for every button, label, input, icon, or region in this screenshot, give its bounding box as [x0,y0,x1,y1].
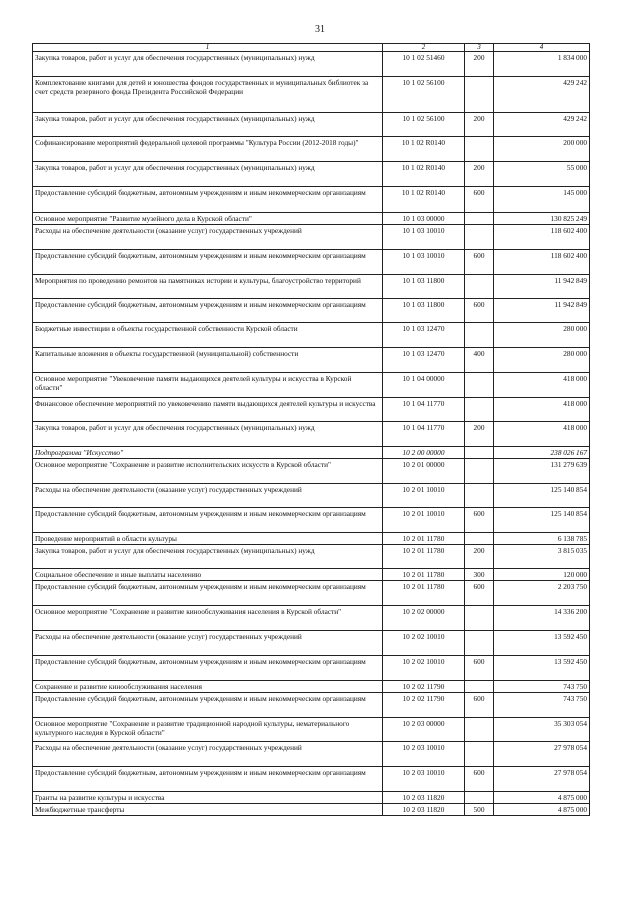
table-row [33,804,590,816]
row-sum: 2 203 750 [494,581,590,606]
row-name: Предоставление субсидий бюджетным, автономным учреждениям и иным некоммерческим организациям [33,508,383,533]
table-row [33,77,590,113]
row-code: 10 2 00 00000 [383,447,465,459]
row-name: Основное мероприятие "Развитие музейного дела в Курской области" [33,213,383,225]
row-expense-type [465,533,494,545]
row-name: Предоставление субсидий бюджетным, автономным учреждениям и иным некоммерческим организациям [33,767,383,792]
row-code: 10 2 02 11790 [383,693,465,718]
row-code: 10 2 02 00000 [383,606,465,631]
row-sum: 418 000 [494,398,590,422]
row-name: Софинансирование мероприятий федеральной целевой программы "Культура России (2012-2018 годы)" [33,137,383,162]
row-name: Предоставление субсидий бюджетным, автономным учреждениям и иным некоммерческим организациям [33,656,383,681]
row-name: Закупка товаров, работ и услуг для обеспечения государственных (муниципальных) нужд [33,52,383,77]
row-sum: 429 242 [494,77,590,113]
row-expense-type [465,373,494,398]
row-code: 10 1 02 56100 [383,77,465,113]
row-sum: 280 000 [494,323,590,348]
row-sum: 11 942 849 [494,275,590,299]
row-sum: 280 000 [494,348,590,373]
table-row [33,348,590,373]
budget-table [32,43,590,816]
row-name: Предоставление субсидий бюджетным, автономным учреждениям и иным некоммерческим организациям [33,250,383,275]
row-name: Финансовое обеспечение мероприятий по увековечению памяти выдающихся деятелей культуры и искусства [33,398,383,422]
row-sum: 35 303 054 [494,718,590,742]
row-code: 10 2 02 10010 [383,656,465,681]
row-sum: 11 942 849 [494,299,590,323]
row-name: Закупка товаров, работ и услуг для обеспечения государственных (муниципальных) нужд [33,162,383,187]
row-code: 10 1 03 11800 [383,275,465,299]
row-expense-type [465,137,494,162]
row-code: 10 1 02 R0140 [383,137,465,162]
table-row [33,459,590,484]
table-row [33,742,590,767]
row-code: 10 1 02 56100 [383,113,465,137]
row-code: 10 2 03 00000 [383,718,465,742]
row-expense-type: 600 [465,693,494,718]
row-sum: 418 000 [494,422,590,447]
row-sum: 145 000 [494,187,590,213]
row-sum: 1 834 000 [494,52,590,77]
row-sum: 120 000 [494,569,590,581]
row-expense-type: 600 [465,656,494,681]
page-number: 31 [315,24,325,35]
table-header-row [33,44,590,52]
table-row [33,299,590,323]
row-expense-type: 600 [465,187,494,213]
row-code: 10 2 01 11780 [383,581,465,606]
row-name: Закупка товаров, работ и услуг для обеспечения государственных (муниципальных) нужд [33,422,383,447]
row-sum: 4 875 000 [494,804,590,816]
row-expense-type [465,459,494,484]
row-sum: 418 000 [494,373,590,398]
row-expense-type [465,606,494,631]
row-expense-type [465,484,494,508]
row-code: 10 2 03 11820 [383,804,465,816]
row-sum: 14 336 200 [494,606,590,631]
row-code: 10 2 01 11780 [383,545,465,569]
header-name: 1 [33,44,383,52]
table-row [33,187,590,213]
row-sum: 743 750 [494,693,590,718]
row-name: Расходы на обеспечение деятельности (оказание услуг) государственных учреждений [33,484,383,508]
table-row [33,52,590,77]
row-name: Расходы на обеспечение деятельности (оказание услуг) государственных учреждений [33,225,383,250]
row-name: Гранты на развитие культуры и искусства [33,792,383,804]
table-row [33,213,590,225]
row-sum: 429 242 [494,113,590,137]
row-expense-type: 200 [465,422,494,447]
row-name: Основное мероприятие "Сохранение и развитие традиционной народной культуры, нематериального культурного наследия в Курской области" [33,718,383,742]
row-expense-type: 200 [465,162,494,187]
table-row [33,533,590,545]
row-name: Закупка товаров, работ и услуг для обеспечения государственных (муниципальных) нужд [33,545,383,569]
row-sum: 743 750 [494,681,590,693]
row-expense-type: 200 [465,113,494,137]
row-sum: 238 026 167 [494,447,590,459]
row-name: Расходы на обеспечение деятельности (оказание услуг) государственных учреждений [33,631,383,656]
table-row [33,398,590,422]
row-code: 10 1 04 11770 [383,422,465,447]
table-row [33,681,590,693]
row-expense-type [465,792,494,804]
row-expense-type [465,77,494,113]
table-row [33,606,590,631]
table-row [33,693,590,718]
row-expense-type: 200 [465,545,494,569]
row-name: Проведение мероприятий в области культуры [33,533,383,545]
row-sum: 131 279 639 [494,459,590,484]
row-name: Предоставление субсидий бюджетным, автономным учреждениям и иным некоммерческим организациям [33,581,383,606]
table-row [33,569,590,581]
table-row [33,225,590,250]
table-row [33,113,590,137]
row-expense-type [465,213,494,225]
row-name: Мероприятия по проведению ремонтов на памятниках истории и культуры, благоустройство территорий [33,275,383,299]
row-name: Основное мероприятие "Сохранение и развитие кинообслуживания населения в Курской области" [33,606,383,631]
row-code: 10 2 03 10010 [383,767,465,792]
row-code: 10 1 03 10010 [383,225,465,250]
row-code: 10 1 02 R0140 [383,162,465,187]
row-name: Закупка товаров, работ и услуг для обеспечения государственных (муниципальных) нужд [33,113,383,137]
row-name: Основное мероприятие "Увековечение памяти выдающихся деятелей культуры и искусства в Курской области" [33,373,383,398]
row-expense-type: 600 [465,299,494,323]
row-expense-type [465,275,494,299]
row-code: 10 1 04 00000 [383,373,465,398]
row-sum: 55 000 [494,162,590,187]
header-code: 2 [383,44,465,52]
row-expense-type [465,718,494,742]
row-expense-type [465,323,494,348]
row-expense-type [465,225,494,250]
row-expense-type [465,398,494,422]
row-sum: 13 592 450 [494,631,590,656]
row-sum: 118 602 400 [494,250,590,275]
row-name: Комплектование книгами для детей и юношества фондов государственных и муниципальных библиотек за счет средств резервного фонда Президента Российской Федерации [33,77,383,113]
table-row [33,581,590,606]
row-expense-type [465,681,494,693]
row-name: Сохранение и развитие кинообслуживания населения [33,681,383,693]
row-code: 10 1 03 12470 [383,323,465,348]
row-sum: 6 138 785 [494,533,590,545]
row-name: Подпрограмма "Искусство" [33,447,383,459]
row-code: 10 1 02 51460 [383,52,465,77]
table-row [33,631,590,656]
row-expense-type: 400 [465,348,494,373]
row-sum: 200 000 [494,137,590,162]
row-sum: 3 815 035 [494,545,590,569]
row-code: 10 1 04 11770 [383,398,465,422]
row-code: 10 2 03 10010 [383,742,465,767]
row-name: Основное мероприятие "Сохранение и развитие исполнительских искусств в Курской области" [33,459,383,484]
row-code: 10 1 03 12470 [383,348,465,373]
row-name: Предоставление субсидий бюджетным, автономным учреждениям и иным некоммерческим организациям [33,693,383,718]
row-code: 10 2 01 00000 [383,459,465,484]
table-row [33,767,590,792]
row-code: 10 1 03 00000 [383,213,465,225]
row-name: Предоставление субсидий бюджетным, автономным учреждениям и иным некоммерческим организациям [33,187,383,213]
row-sum: 27 978 054 [494,767,590,792]
table-row [33,656,590,681]
table-row [33,422,590,447]
table-row [33,447,590,459]
row-expense-type: 500 [465,804,494,816]
row-expense-type: 600 [465,767,494,792]
row-name: Предоставление субсидий бюджетным, автономным учреждениям и иным некоммерческим организациям [33,299,383,323]
row-code: 10 1 03 11800 [383,299,465,323]
row-sum: 125 140 854 [494,508,590,533]
row-sum: 118 602 400 [494,225,590,250]
row-code: 10 2 01 10010 [383,484,465,508]
row-code: 10 2 01 10010 [383,508,465,533]
row-code: 10 2 01 11780 [383,569,465,581]
row-name: Расходы на обеспечение деятельности (оказание услуг) государственных учреждений [33,742,383,767]
row-name: Капитальные вложения в объекты государственной (муниципальной) собственности [33,348,383,373]
table-row [33,484,590,508]
row-code: 10 2 01 11780 [383,533,465,545]
row-name: Социальное обеспечение и иные выплаты населению [33,569,383,581]
row-code: 10 2 02 10010 [383,631,465,656]
table-row [33,373,590,398]
row-expense-type: 300 [465,569,494,581]
table-row [33,162,590,187]
table-row [33,275,590,299]
table-row [33,718,590,742]
row-code: 10 1 03 10010 [383,250,465,275]
row-expense-type [465,631,494,656]
table-row [33,250,590,275]
row-expense-type: 600 [465,250,494,275]
row-code: 10 2 02 11790 [383,681,465,693]
row-expense-type: 600 [465,581,494,606]
row-expense-type: 600 [465,508,494,533]
table-row [33,792,590,804]
row-sum: 4 875 000 [494,792,590,804]
table-row [33,508,590,533]
row-expense-type [465,447,494,459]
row-code: 10 1 02 R0140 [383,187,465,213]
table-row [33,137,590,162]
row-sum: 13 592 450 [494,656,590,681]
header-sum: 4 [494,44,590,52]
row-sum: 27 978 054 [494,742,590,767]
table-row [33,545,590,569]
row-sum: 130 825 249 [494,213,590,225]
row-expense-type: 200 [465,52,494,77]
row-expense-type [465,742,494,767]
row-name: Межбюджетные трансферты [33,804,383,816]
row-code: 10 2 03 11820 [383,792,465,804]
header-type: 3 [465,44,494,52]
table-row [33,323,590,348]
row-sum: 125 140 854 [494,484,590,508]
row-name: Бюджетные инвестиции в объекты государственной собственности Курской области [33,323,383,348]
